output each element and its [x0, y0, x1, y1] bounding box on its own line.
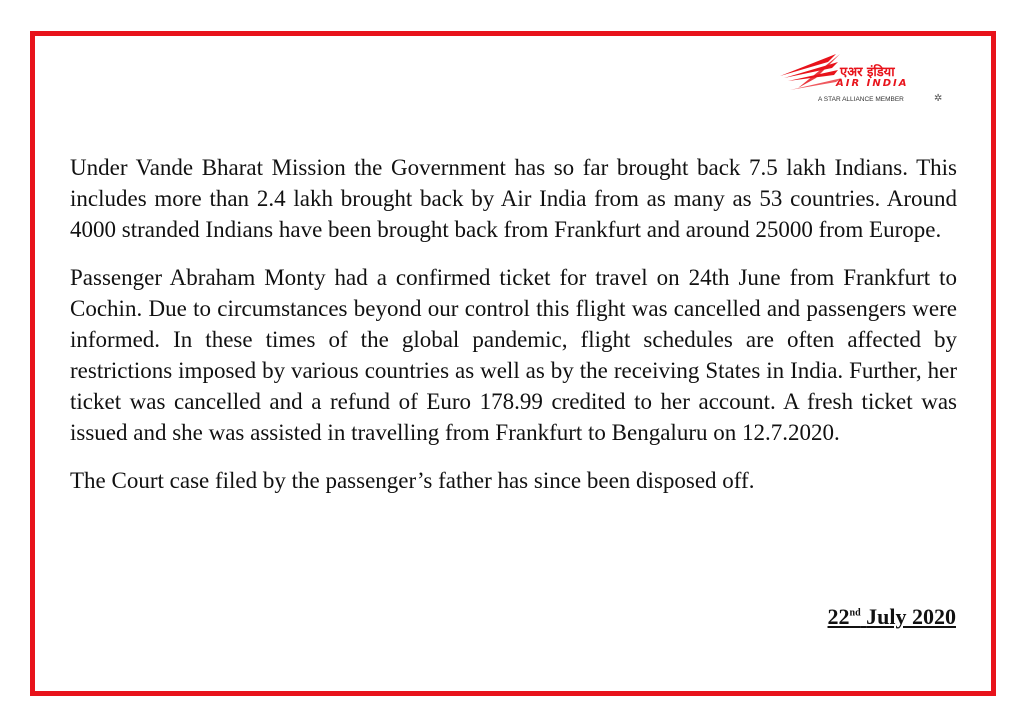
star-alliance-text: A STAR ALLIANCE MEMBER	[818, 96, 904, 103]
date-suffix: nd	[849, 607, 861, 619]
air-india-logo	[778, 48, 958, 110]
logo-hindi-text: एअर इंडिया	[840, 65, 895, 80]
date-day: 22	[827, 604, 850, 629]
statement-date	[828, 604, 956, 630]
paragraph-mission: Under Vande Bharat Mission the Government has so far brought back 7.5 lakh Indians. This includes more than 2.4 lakh brought back by Air India from as many as 53 countries. Around 4000 stranded Indians have been brought back from Frankfurt and around 25000 from Europe.	[70, 155, 957, 242]
date-month-year: July 2020	[866, 604, 956, 629]
paragraph-court-case: The Court case filed by the passenger’s father has since been disposed off.	[70, 468, 755, 493]
logo-english-text: AIR INDIA	[836, 78, 909, 89]
star-alliance-icon: ✲	[934, 93, 943, 104]
statement-body	[70, 152, 957, 513]
paragraph-passenger: Passenger Abraham Monty had a confirmed ticket for travel on 24th June from Frankfurt to Cochin. Due to circumstances beyond our control this flight was cancelled and passengers were informed. In these times of the global pandemic, flight schedules are often affected by restrictions imposed by various countries as well as by the receiving States in India. Further, her ticket was cancelled and a refund of Euro 178.99 credited to her account. A fresh ticket was issued and she was assisted in travelling from Frankfurt to Bengaluru on 12.7.2020.	[70, 265, 957, 445]
